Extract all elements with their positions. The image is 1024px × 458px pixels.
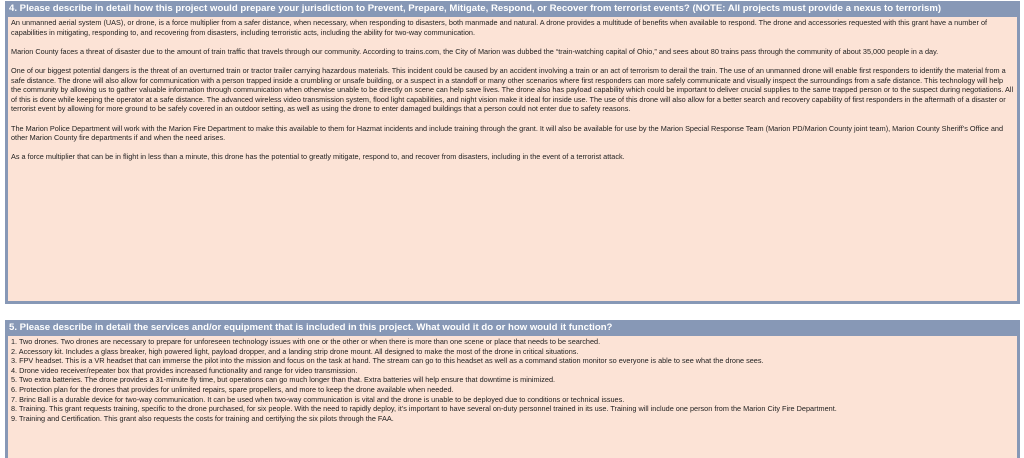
list-item: 8. Training. This grant requests training, specific to the drone purchased, for six people. With the need to rapidly deploy, it’s important to have several on-duty personnel trained in its use. Training will include one person from the Marion City Fire Department. [11, 404, 837, 414]
question-5-answer-box[interactable] [8, 336, 1017, 458]
question-4-section [5, 1, 1020, 304]
question-4-answer-box[interactable] [8, 17, 1017, 301]
question-4-heading: 4. Please describe in detail how this project would prepare your jurisdiction to Prevent, Prepare, Mitigate, Respond, or Recover from terrorist events? (NOTE: All projects must provide a nexus to terrorism) [9, 3, 942, 14]
list-item: 2. Accessory kit. Includes a glass breaker, high powered light, payload dropper, and a landing strip drone mount. All designed to make the most of the drone in critical situations. [11, 346, 579, 356]
q4-paragraph: One of our biggest potential dangers is the threat of an overturned train or tractor trailer carrying hazardous materials. This incident could be caused by an accident involving a train or an act of terrorism to derail the train. The use of an unmanned drone will enable first responders to identify the material from a safe distance. The drone will also allow for communication with a person trapped inside a crumbling or unsafe building, or a suspect in a standoff or many other scenarios where first responders can more safely communicate and visually inspect the surroundings from a safe distance. This technology will help the community by allowing us to gather valuable information through communication when otherwise unable to be directly on scene can help save lives. The drone also has payload capability which could be important to deliver crucial supplies to the same trapped person or to the suspect during negotiations. All of this is done while keeping the operator at a safe distance. The advanced wireless video transmission system, flood light capabilities, and night vision make it ideal for inside use. The use of this drone will also allow for a better search and recovery capability of first responders in the aftermath of a disaster or terrorist event by allowing for more ground to be safely covered in an outdoor setting, as well as using the drone to enter damaged buildings that a person could not enter due to safety reasons. [11, 65, 1014, 114]
q4-paragraph: Marion County faces a threat of disaster due to the amount of train traffic that travels through our community. According to trains.com, the City of Marion was dubbed the “train-watching capital of Ohio,” and sees about 80 trains pass through the community of about 35,000 people in a day. [11, 46, 939, 56]
question-5-section [5, 320, 1020, 458]
q4-paragraph: An unmanned aerial system (UAS), or drone, is a force multiplier from a safer distance, when necessary, when responding to disasters, both manmade and natural. A drone provides a multitude of benefits when available to respond. The drone and accessories requested with this grant have a number of capabilities in mitigating, responding to, and recovering from disasters, including terroristic acts, including the ability for two-way communication. [11, 18, 988, 37]
q4-paragraph: The Marion Police Department will work with the Marion Fire Department to make this available to them for Hazmat incidents and include training through the grant. It will also be available for use by the Marion Special Response Team (Marion PD/Marion County joint team), Marion County Sheriff’s Office and other Marion County fire departments if and when the need arises. [11, 123, 1004, 143]
list-item: 5. Two extra batteries. The drone provides a 31-minute fly time, but operations can go much longer than that. Extra batteries will help ensure that downtime is minimized. [11, 375, 556, 385]
list-item: 1. Two drones. Two drones are necessary to prepare for unforeseen technology issues with one or the other or when there is more than one scene or place that needs to be searched. [11, 337, 601, 346]
q4-paragraph: As a force multiplier that can be in flight in less than a minute, this drone has the potential to greatly mitigate, respond to, and recover from disasters, including in the event of a terrorist attack. [11, 152, 625, 162]
list-item: 4. Drone video receiver/repeater box that provides increased functionality and range for video transmission. [11, 365, 358, 375]
list-item: 7. Brinc Ball is a durable device for two-way communication. It can be used when two-way communication is vital and the drone is unable to be deployed due to conditions or technical issues. [11, 394, 625, 404]
list-item: 9. Training and Certification. This grant also requests the costs for training and certifying the six pilots through the FAA. [11, 413, 394, 423]
list-item: 6. Protection plan for the drones that provides for unlimited repairs, spare propellers, and more to keep the drone available when needed. [11, 384, 454, 394]
list-item: 3. FPV headset. This is a VR headset that can immerse the pilot into the mission and focus on the task at hand. The stream can go to this headset as well as a command station monitor so everyone is able to see what the drone sees. [11, 356, 764, 366]
question-5-heading: 5. Please describe in detail the services and/or equipment that is included in this project. What would it do or how would it function? [9, 322, 613, 333]
